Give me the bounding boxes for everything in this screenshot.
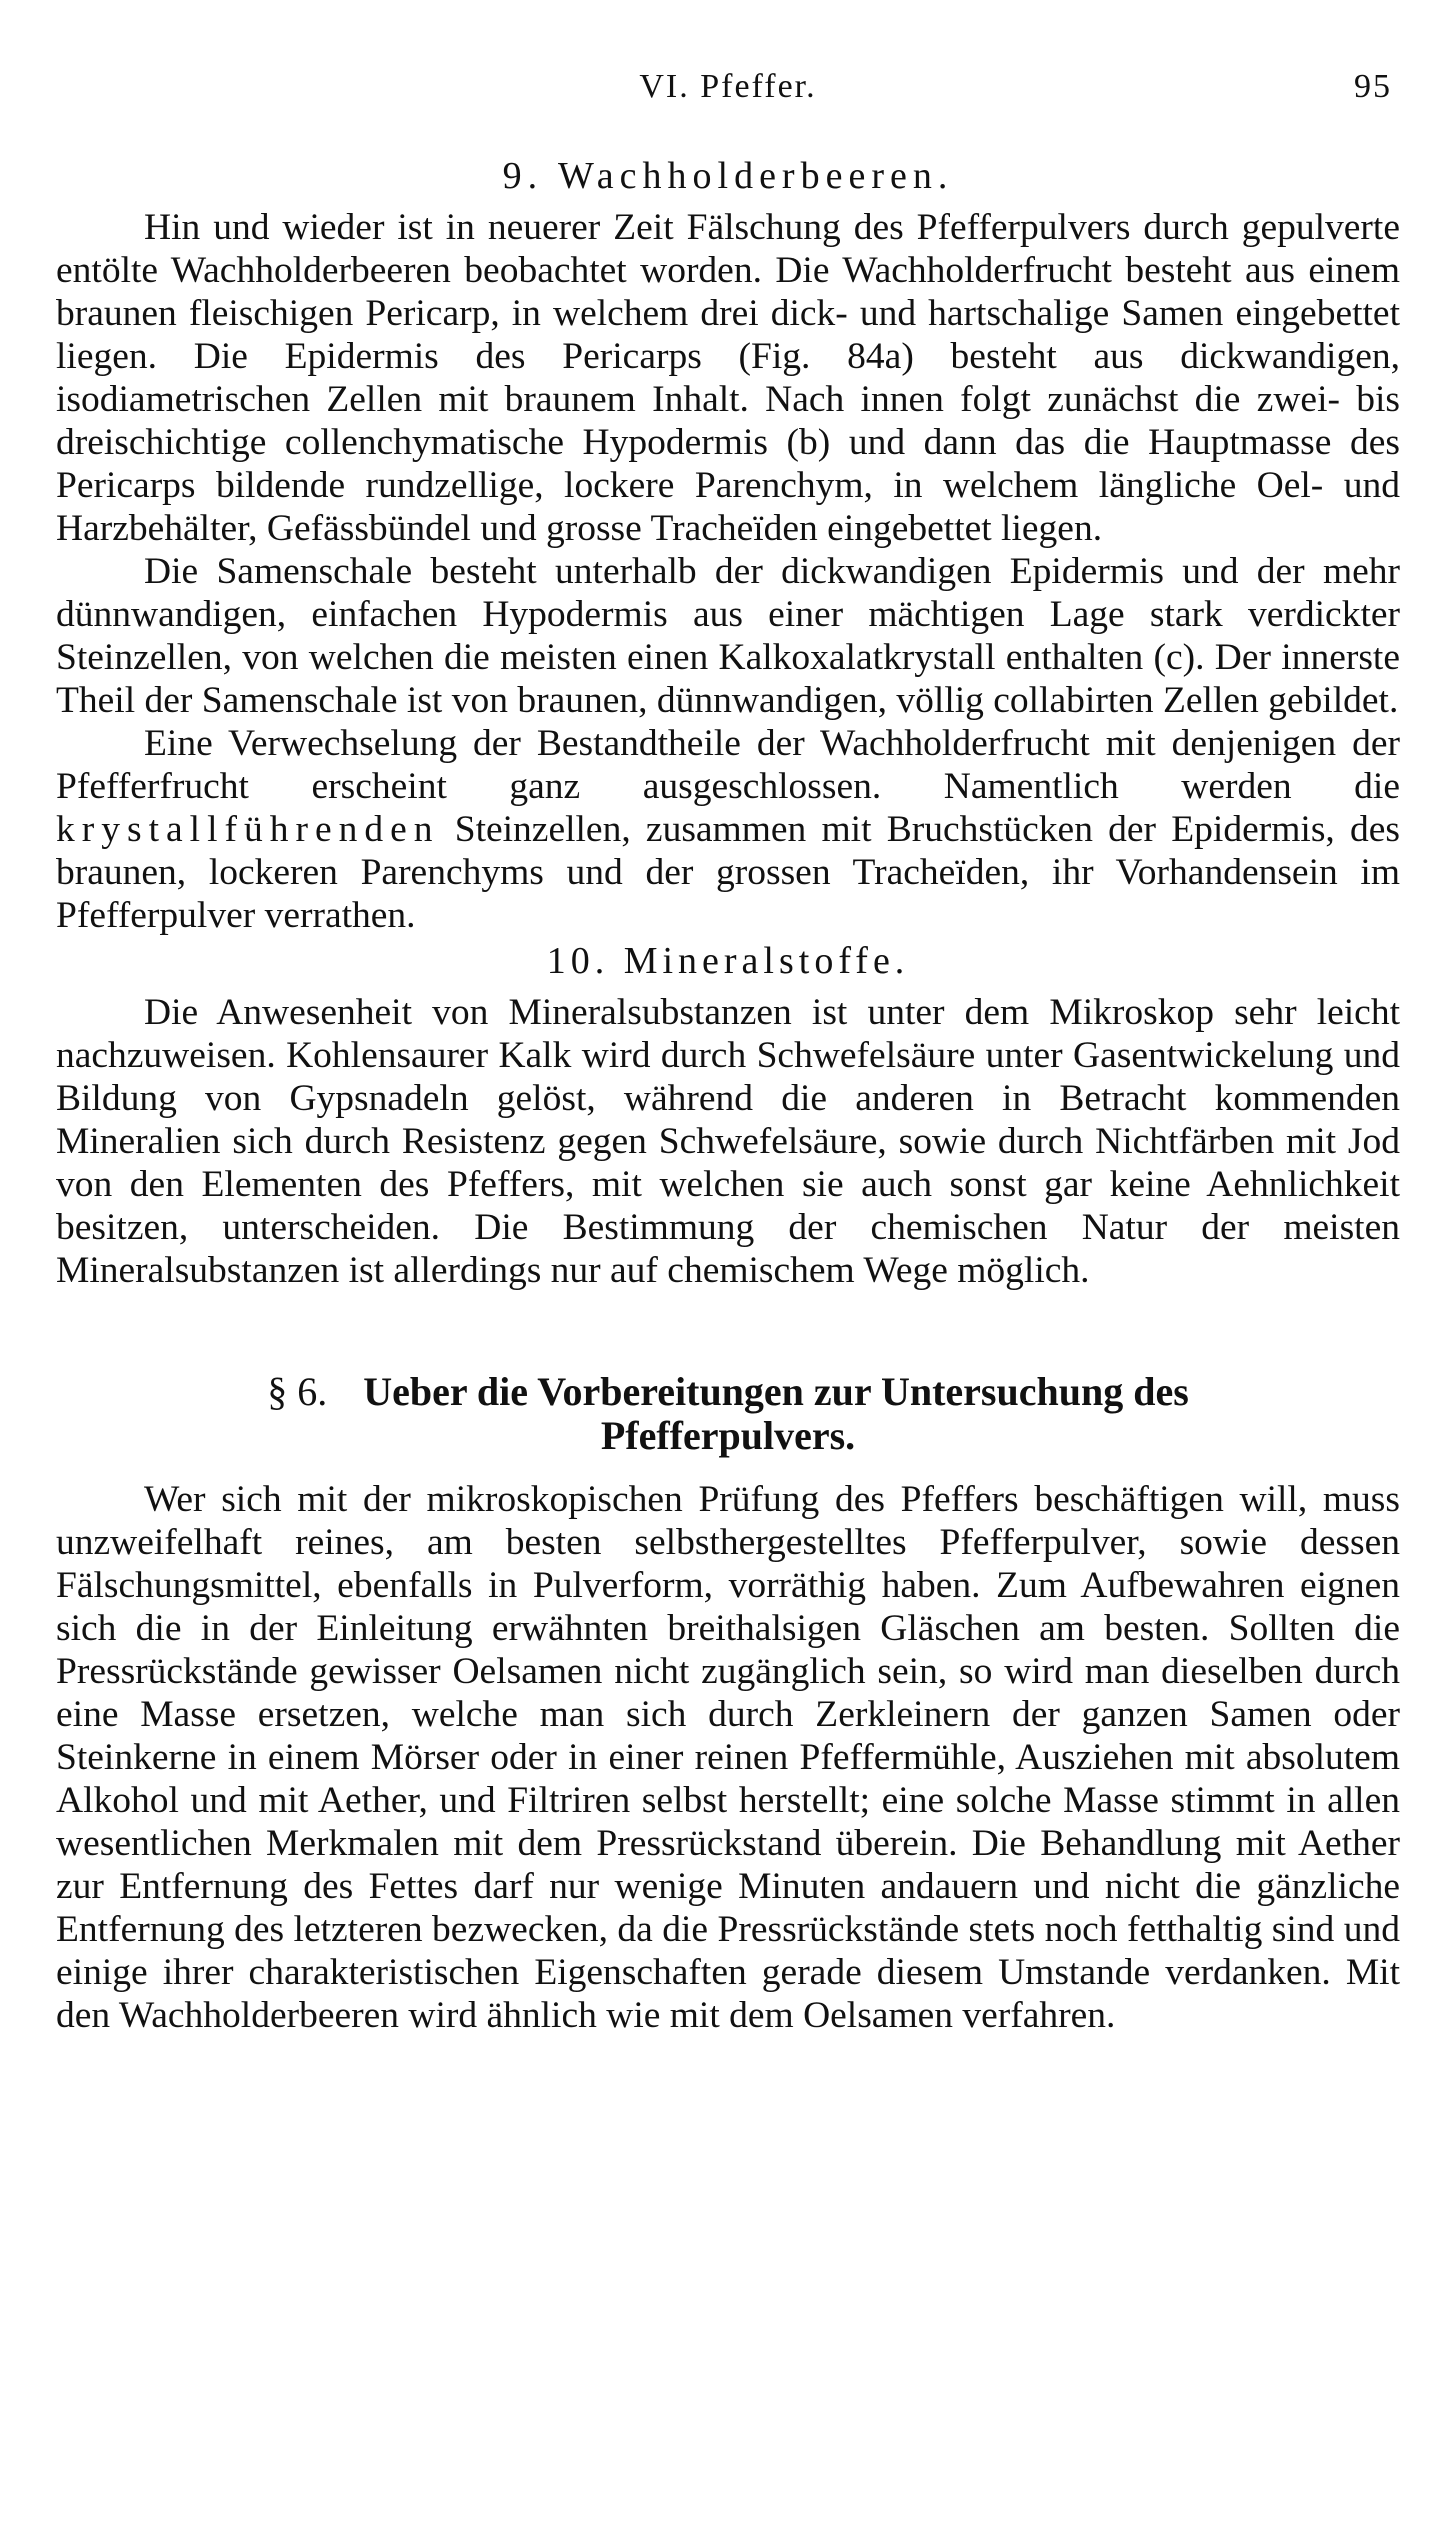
paragraph-text: Eine Verwechselung der Bestandtheile der Wachholderfrucht mit denjenigen der Pfefferfrucht erscheint ganz ausgeschlossen. Namentlich werden die [56,723,1400,807]
chapter-section-heading [56,1370,1400,1458]
paragraph-mineralstoffe: Die Anwesenheit von Mineralsubstanzen ist unter dem Mikroskop sehr leicht nachzuweisen. Kohlensaurer Kalk wird durch Schwefelsäure unter Gasentwickelung und Bildung von Gypsnadeln gelöst, während die anderen in Betracht kommenden Mineralien sich durch Resistenz gegen Schwefelsäure, sowie durch Nichtfärben mit Jod von den Elementen des Pfeffers, mit welchen sie auch sonst gar keine Aehnlichkeit besitzen, unterscheiden. Die Bestimmung der chemischen Natur der meisten Mineralsubstanzen ist allerdings nur auf chemischem Wege möglich. [56,992,1400,1291]
section-heading-wachholderbeeren: 9. Wachholderbeeren. [502,155,954,197]
section-heading-mineralstoffe: 10. Mineralstoffe. [546,940,910,982]
paragraph-wachholder-1: Hin und wieder ist in neuerer Zeit Fälschung des Pfefferpulvers durch gepulverte entölte Wachholderbeeren beobachtet worden. Die Wachholderfrucht besteht aus einem braunen fleischigen Pericarp, in welchem drei dick- und hartschalige Samen eingebettet liegen. Die Epidermis des Pericarps (Fig. 84a) besteht aus dickwandigen, isodiametrischen Zellen mit braunem Inhalt. Nach innen folgt zunächst die zwei- bis dreischichtige collenchymatische Hypodermis (b) und dann das die Hauptmasse des Pericarps bildende rundzellige, lockere Parenchym, in welchem längliche Oel- und Harzbehälter, Gefässbündel und grosse Tracheïden eingebettet liegen. [56,207,1400,549]
paragraph-wachholder-2: Die Samenschale besteht unterhalb der dickwandigen Epidermis und der mehr dünnwandigen, einfachen Hypodermis aus einer mächtigen Lage stark verdickter Steinzellen, von welchen die meisten einen Kalkoxalatkrystall enthalten (c). Der innerste Theil der Samenschale ist von braunen, dünnwandigen, völlig collabirten Zellen gebildet. [56,551,1400,721]
section-number: § 6. [267,1369,328,1414]
running-title: VI. Pfeffer. [639,68,817,105]
running-header [56,60,1400,116]
section-title-text: Ueber die Vorbereitungen zur Untersuchung des [363,1369,1189,1414]
page-number: 95 [1354,68,1392,105]
book-page [56,60,1400,2037]
paragraph-text: Steinzellen, zusammen mit Bruchstücken der Epidermis, des braunen, lockeren Parenchyms und der grossen Tracheïden, ihr Vorhandensein im Pfefferpulver verrathen. [56,809,1400,936]
section-title-line-2: Pfefferpulvers. [600,1413,856,1458]
section-title-line-1 [56,1370,1400,1414]
paragraph-vorbereitungen: Wer sich mit der mikroskopischen Prüfung des Pfeffers beschäftigen will, muss unzweifelhaft reines, am besten selbsthergestelltes Pfefferpulver, sowie dessen Fälschungsmittel, ebenfalls in Pulverform, vorräthig haben. Zum Aufbewahren eignen sich die in der Einleitung erwähnten breithalsigen Gläschen am besten. Sollten die Pressrückstände gewisser Oelsamen nicht zugänglich sein, so wird man dieselben durch eine Masse ersetzen, welche man sich durch Zerkleinern der ganzen Samen oder Steinkerne in einem Mörser oder in einer reinen Pfeffermühle, Ausziehen mit absolutem Alkohol und mit Aether, und Filtriren selbst herstellt; eine solche Masse stimmt in allen wesentlichen Merkmalen mit dem Pressrückstand überein. Die Behandlung mit Aether zur Entfernung des Fettes darf nur wenige Minuten andauern und nicht die gänzliche Entfernung des letzteren bezwecken, da die Pressrückstände stets noch fetthaltig sind und einige ihrer charakteristischen Eigenschaften gerade diesem Umstande verdanken. Mit den Wachholderbeeren wird ähnlich wie mit dem Oelsamen verfahren. [56,1479,1400,2036]
paragraph-wachholder-3 [56,722,1400,937]
emphasized-term: krystallführenden [56,809,440,850]
